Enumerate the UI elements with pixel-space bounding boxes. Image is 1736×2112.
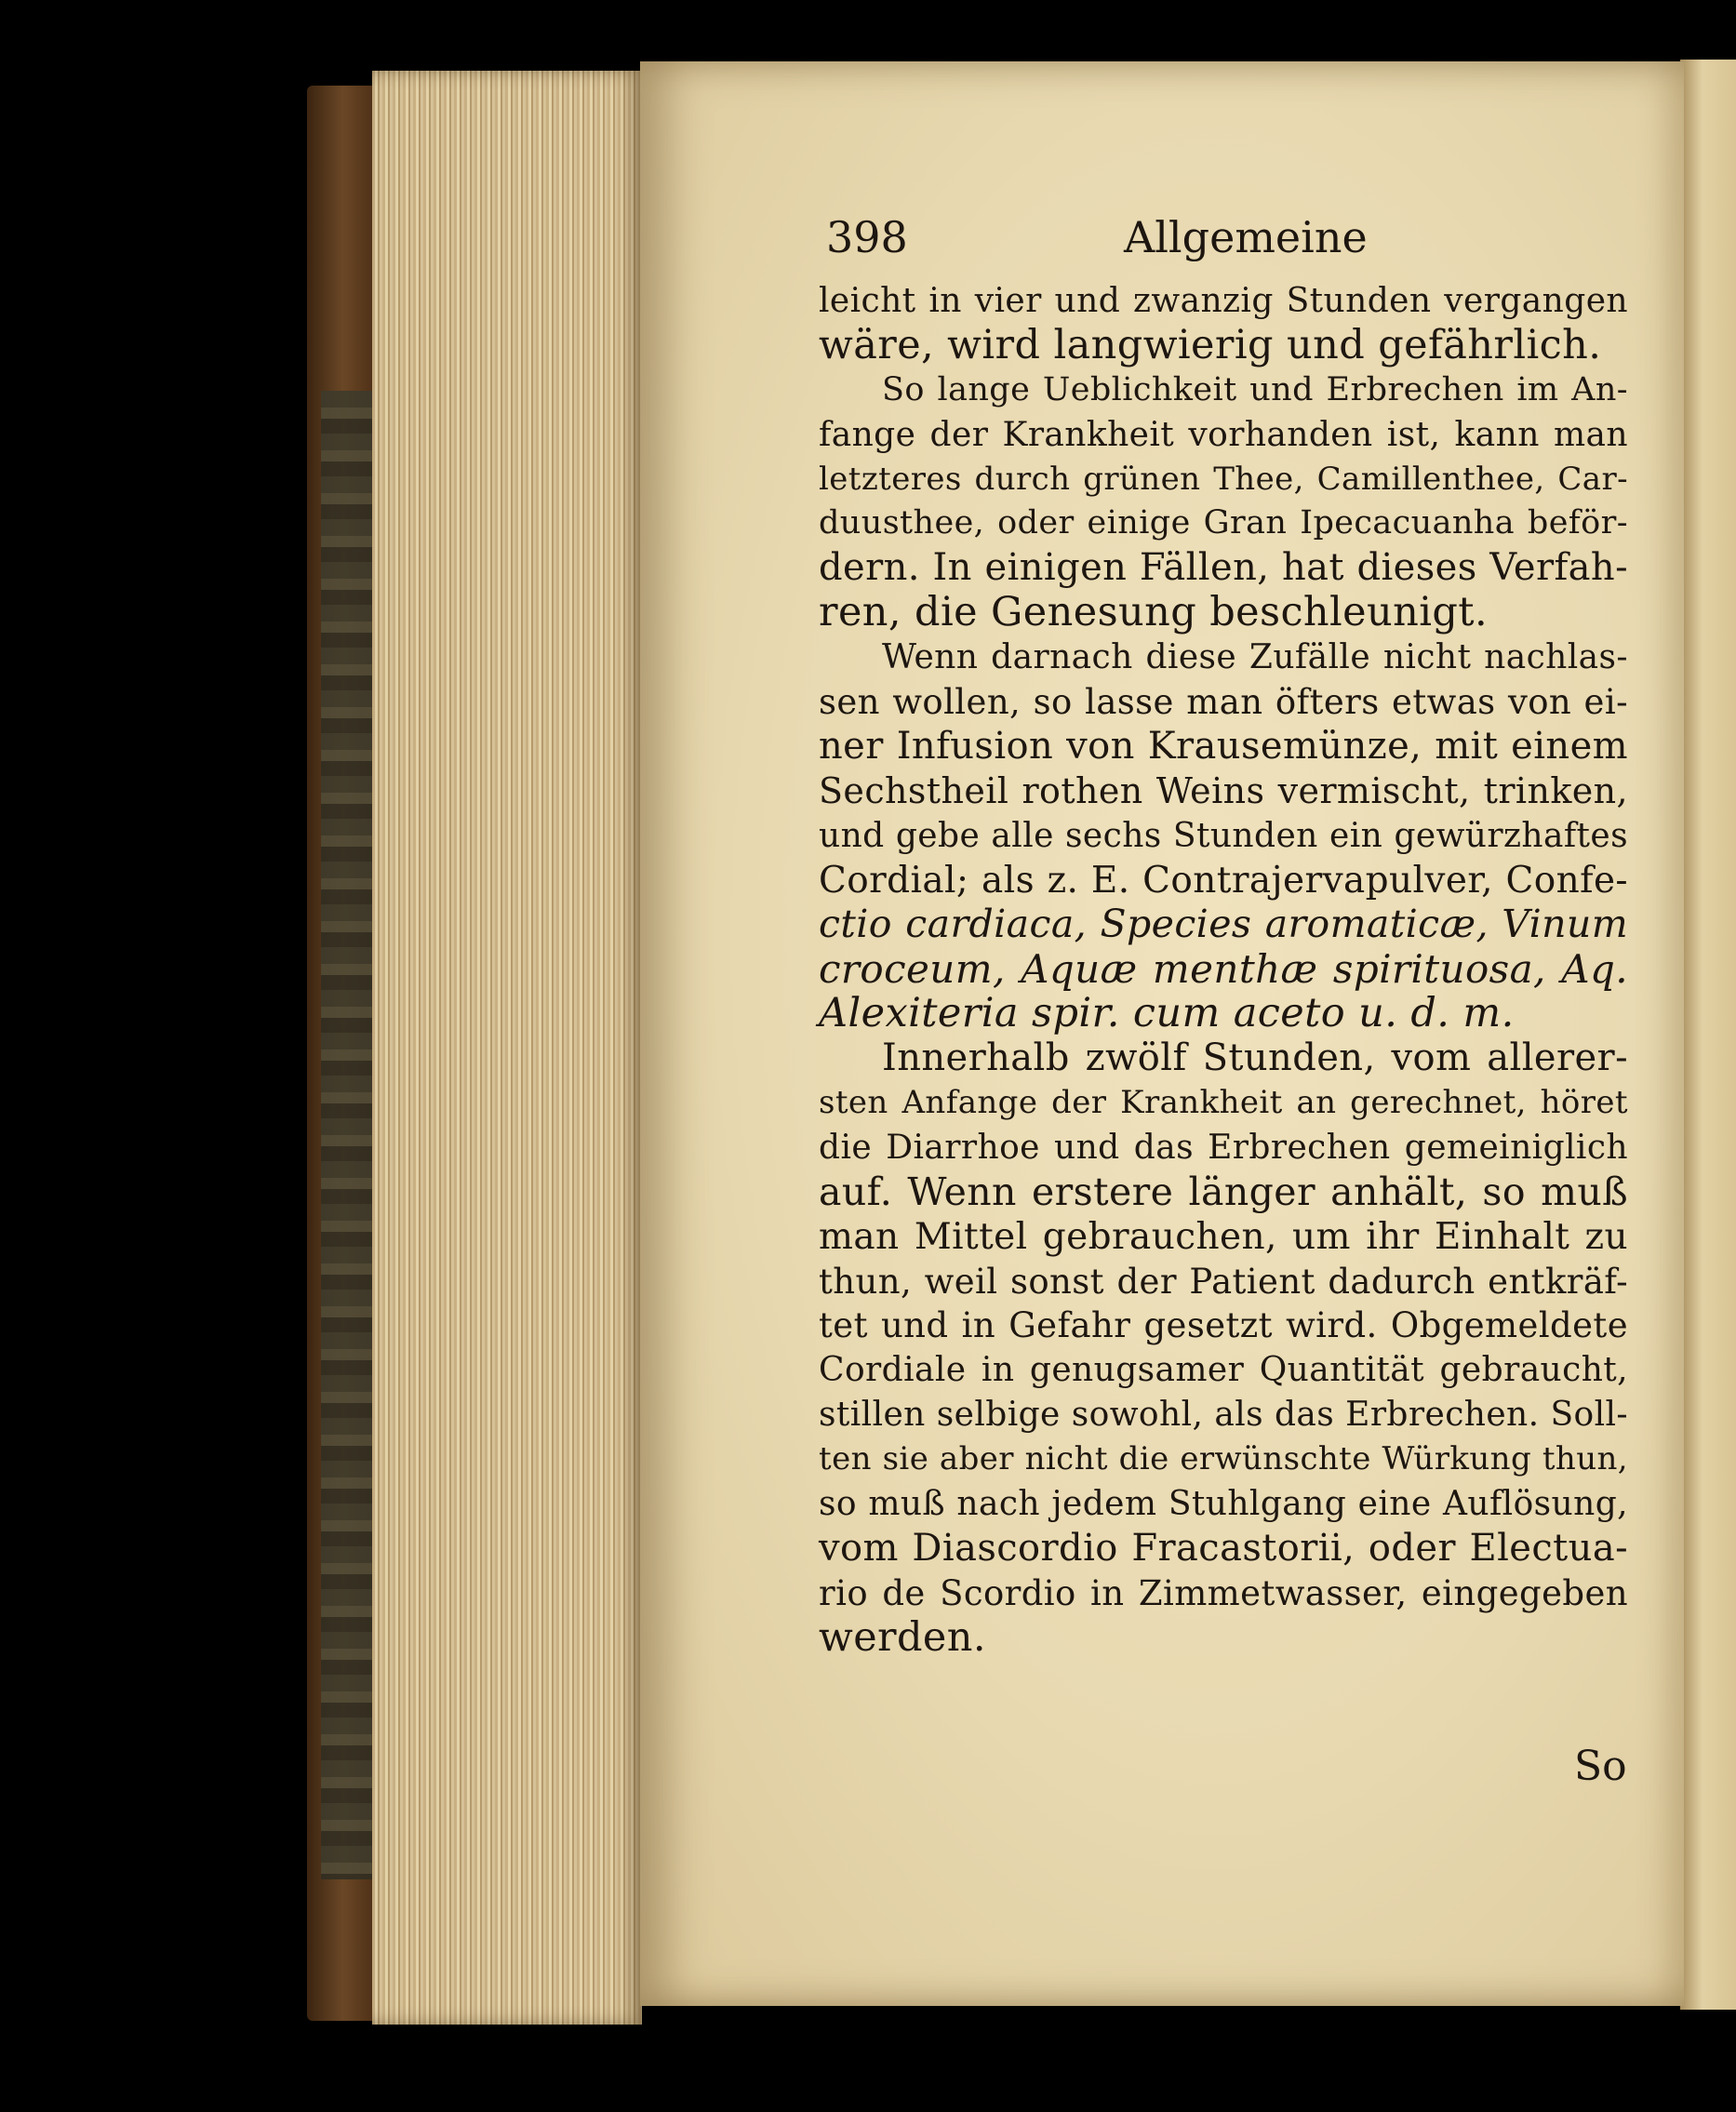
text-line: Wenn darnach diese Zufälle nicht nachlas- <box>882 638 1628 677</box>
facing-page-edge <box>1680 60 1736 2010</box>
text-line: vom Diascordio Fracastorii, oder Electua- <box>819 1526 1628 1570</box>
text-line-latin: ctio cardiaca, Species aromaticæ, Vinum <box>819 902 1628 947</box>
text-line: dern. In einigen Fällen, hat dieses Verfah- <box>819 546 1628 590</box>
page-block-edges <box>372 71 642 2025</box>
text-line: tet und in Gefahr gesetzt wird. Obgemeldete <box>819 1305 1628 1346</box>
text-line: werden. <box>819 1613 986 1661</box>
text-line: Innerhalb zwölf Stunden, vom allerer- <box>882 1036 1628 1080</box>
text-line: Sechstheil rothen Weins vermischt, trinken, <box>819 769 1628 811</box>
running-head: Allgemeine <box>1124 212 1368 262</box>
text-line: rio de Scordio in Zimmetwasser, eingegeben <box>819 1572 1628 1613</box>
text-line: ner Infusion von Krausemünze, mit einem <box>819 724 1628 768</box>
text-line: auf. Wenn erstere länger anhält, so muß <box>819 1169 1628 1214</box>
text-line: So lange Ueblichkeit und Erbrechen im An- <box>882 370 1628 408</box>
text-line: und gebe alle sechs Stunden ein gewürzhaftes <box>819 816 1628 855</box>
text-line: letzteres durch grünen Thee, Camillenthee, Car- <box>819 460 1628 498</box>
page-header <box>826 212 1626 268</box>
text-line: man Mittel gebrauchen, um ihr Einhalt zu <box>819 1215 1628 1258</box>
text-line: fange der Krankheit vorhanden ist, kann man <box>819 415 1628 454</box>
text-line: wäre, wird langwierig und gefährlich. <box>819 321 1602 368</box>
text-line-latin: croceum, Aquæ menthæ spirituosa, Aq. <box>819 946 1628 993</box>
text-line: duusthee, oder einige Gran Ipecacuanha beför- <box>819 504 1628 542</box>
text-line: stillen selbige sowohl, als das Erbrechen. Soll- <box>819 1396 1628 1435</box>
text-line: Cordiale in genugsamer Quantität gebraucht, <box>819 1351 1628 1390</box>
text-line: thun, weil sonst der Patient dadurch entkräf- <box>819 1261 1628 1302</box>
text-line: sen wollen, so lasse man öfters etwas von ei- <box>819 682 1628 723</box>
text-line: leicht in vier und zwanzig Stunden vergangen <box>819 282 1628 320</box>
text-line: sten Anfange der Krankheit an gerechnet, höret <box>819 1084 1628 1122</box>
body-text <box>819 279 1628 1661</box>
text-line: die Diarrhoe und das Erbrechen gemeiniglich <box>819 1128 1628 1167</box>
text-line: ten sie aber nicht die erwünschte Würkung thun, <box>819 1440 1628 1478</box>
cover-marbling <box>321 391 372 1879</box>
text-line: ren, die Genesung beschleunigt. <box>819 589 1489 636</box>
text-line: Cordial; als z. E. Contrajervapulver, Confe- <box>819 859 1628 902</box>
text-line: so muß nach jedem Stuhlgang eine Auflösung, <box>819 1485 1628 1524</box>
page-number: 398 <box>826 212 908 262</box>
catchword: So <box>1574 1743 1627 1790</box>
text-line-latin: Alexiteria spir. cum aceto u. d. m. <box>819 990 1515 1037</box>
